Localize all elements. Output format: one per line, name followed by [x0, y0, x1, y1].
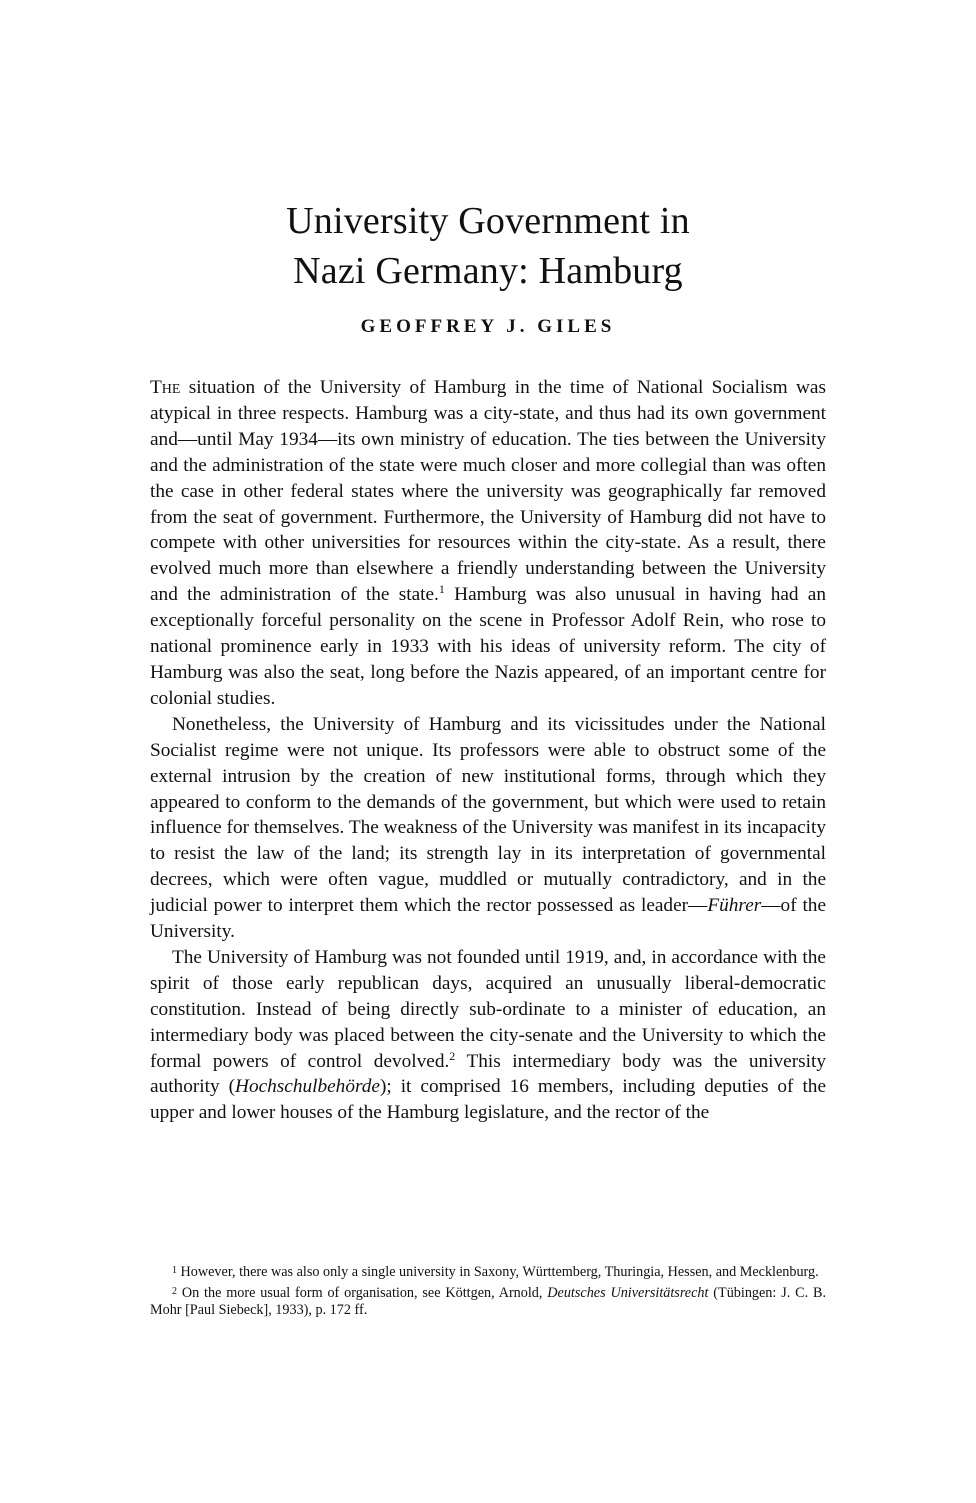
opening-word: The — [150, 377, 181, 398]
title-line-2: Nazi Germany: Hamburg — [293, 250, 683, 292]
paragraph-1 — [150, 375, 826, 712]
author-name: GEOFFREY J. GILES — [360, 316, 616, 337]
paragraph-2-italic: Führer — [707, 895, 762, 917]
footnote-2-italic: Deutsches Universitätsrecht — [547, 1285, 709, 1301]
footnote-1-mark: 1 — [172, 1265, 177, 1276]
footnote-2-text-b: (Tübingen: J. C. B. Mohr [Paul Siebeck], 1933), p. 172 ff. — [150, 1285, 826, 1318]
paragraph-3-text-c: ); it comprised 16 members, including deputies of the upper and lower houses of the Hamburg legislature, and the rector of the — [150, 1076, 826, 1124]
footnote-2-text-a: On the more usual form of organisation, see Köttgen, Arnold, — [177, 1285, 548, 1301]
footnote-1 — [150, 1262, 826, 1281]
title-line-1: University Government in — [286, 200, 690, 242]
footnote-2 — [150, 1283, 826, 1319]
paragraph-2-text-a: Nonetheless, the University of Hamburg and its vicissitudes under the National Socialist regime were not unique. Its professors were able to obstruct some of the external intrusion by the creation of new institutional forms, through which they appeared to conform to the demands of the government, but which were used to retain influence for themselves. The weakness of the University was manifest in its incapacity to resist the law of the land; its strength lay in its interpretation of governmental decrees, which were often vague, muddled or mutually contradictory, and in the judicial power to interpret them which the rector possessed as leader— — [150, 713, 826, 917]
paragraph-3 — [150, 945, 826, 1126]
article-body — [150, 375, 826, 1126]
footnote-ref-1: 1 — [438, 582, 445, 597]
paragraph-3-text-a: The University of Hamburg was not founded until 1919, and, in accordance with the spirit of those early republican days, acquired an unusually liberal-democratic constitution. Instead of being directly sub-ordinate to a minister of education, an intermediary body was placed between the city-senate and the University to which the formal powers of control devolved. — [150, 946, 826, 1072]
paragraph-2 — [150, 712, 826, 945]
paragraph-3-text-b: This intermediary body was the university authority ( — [150, 1050, 826, 1098]
paragraph-1-text-b: Hamburg was also unusual in having had an exceptionally forceful personality on the scene in Professor Adolf Rein, who rose to national prominence early in 1933 with his ideas of university reform. The city of Hamburg was also the seat, long before the Nazis appeared, of an important centre for colonial studies. — [150, 584, 826, 709]
footnote-ref-2: 2 — [449, 1048, 456, 1063]
footnote-2-mark: 2 — [172, 1286, 177, 1297]
footnotes — [150, 1262, 826, 1321]
footnote-1-text: However, there was also only a single university in Saxony, Württemberg, Thuringia, Hessen, and Mecklenburg. — [177, 1264, 819, 1280]
paragraph-1-text-a: situation of the University of Hamburg in the time of National Socialism was atypical in three respects. Hamburg was a city-state, and thus had its own government and—until May 1934—its own ministry of education. The ties between the University and the administration of the state were much closer and more collegial than was often the case in other federal states where the university was geographically far removed from the seat of government. Furthermore, the University of Hamburg did not have to compete with other universities for resources within the city-state. As a result, there evolved much more than elsewhere a friendly understanding between the University and the administration of the state. — [150, 377, 826, 606]
paragraph-2-text-b: —of the University. — [150, 895, 826, 943]
article-title — [150, 196, 826, 296]
paragraph-3-italic: Hochschulbehörde — [235, 1076, 380, 1098]
